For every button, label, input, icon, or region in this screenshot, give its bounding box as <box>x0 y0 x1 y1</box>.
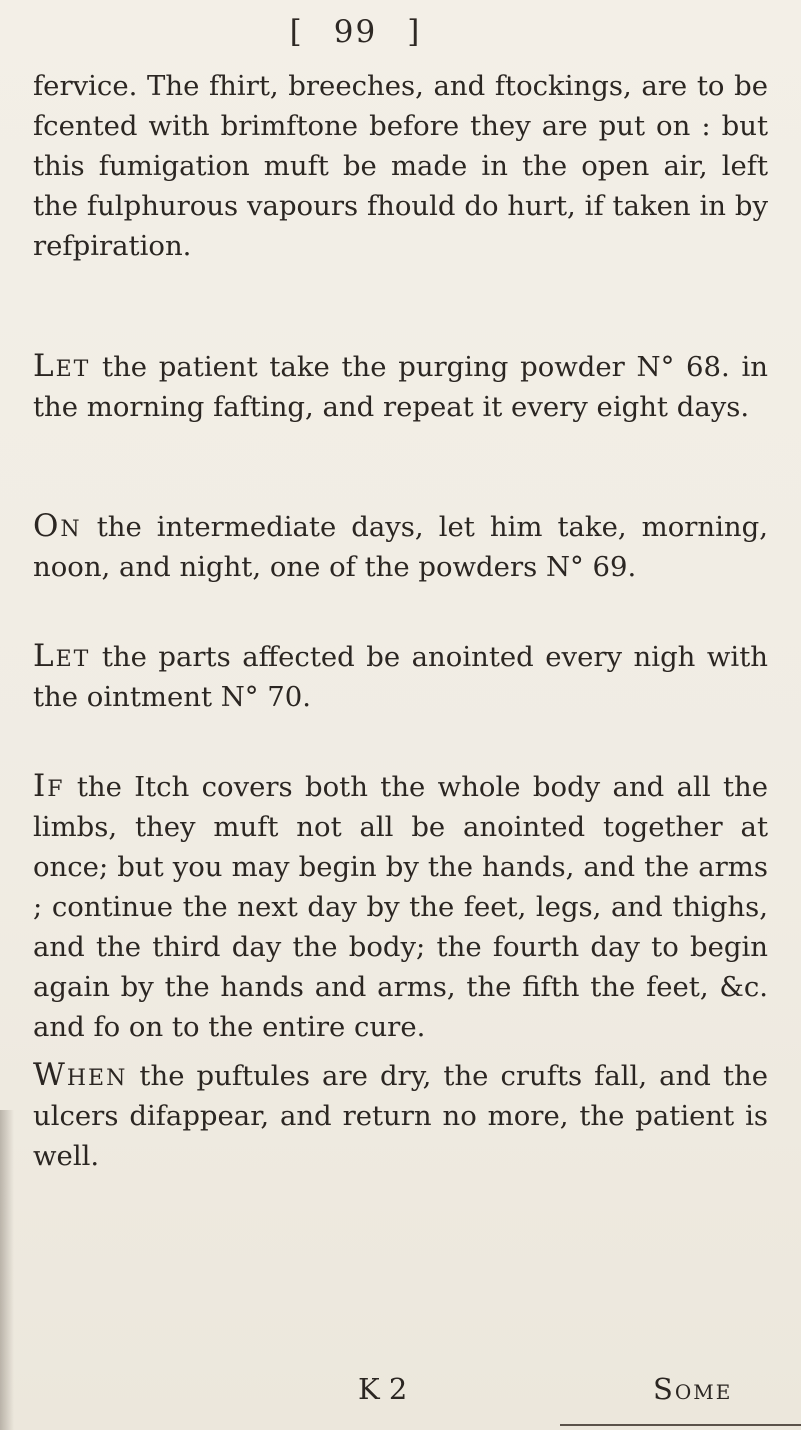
paragraph-5-text: the Itch covers both the whole body and all the limbs, they muft not all be anointed together at once; but you may begin by the hands, and the arms ; continue the next day by the feet, legs, and thighs, and the third day the body; the fourth day to begin again by the hands and arms, the fifth the feet, &c. and fo on to the entire cure. <box>33 771 768 1043</box>
paragraph-3-lead: On <box>33 508 82 544</box>
page-header <box>0 14 801 50</box>
page-edge-shadow <box>0 1110 14 1430</box>
paragraph-1 <box>33 66 768 266</box>
paragraph-2-text: the patient take the purging powder N° 68. in the morning fafting, and repeat it every eight days. <box>33 351 768 423</box>
paragraph-5 <box>33 766 768 1047</box>
signature-mark: K 2 <box>358 1372 408 1406</box>
paragraph-5-lead: If <box>33 768 65 804</box>
paragraph-3 <box>33 506 768 587</box>
paragraph-1-text: fervice. The fhirt, breeches, and ftockings, are to be fcented with brimftone before they are put on : but this fumigation muft be made in the open air, left the fulphurous vapours fhould do hurt, if taken in by refpiration. <box>33 70 768 262</box>
paragraph-2 <box>33 346 768 427</box>
catchword: Some <box>653 1372 733 1406</box>
paragraph-4 <box>33 636 768 717</box>
header-bracket-open: [ <box>289 14 304 50</box>
paragraph-2-lead: Let <box>33 348 91 384</box>
page-number: 99 <box>333 14 378 50</box>
bottom-rule <box>560 1424 801 1426</box>
paragraph-6-lead: When <box>33 1057 128 1093</box>
paragraph-6 <box>33 1055 768 1176</box>
paragraph-3-text: the intermediate days, let him take, morning, noon, and night, one of the powders N° 69. <box>33 511 768 583</box>
header-bracket-close: ] <box>407 14 422 50</box>
page-footer <box>0 1372 801 1416</box>
paragraph-4-text: the parts affected be anointed every nigh with the ointment N° 70. <box>33 641 768 713</box>
paragraph-6-text: the puftules are dry, the crufts fall, and the ulcers difappear, and return no more, the patient is well. <box>33 1060 768 1172</box>
paragraph-4-lead: Let <box>33 638 91 674</box>
